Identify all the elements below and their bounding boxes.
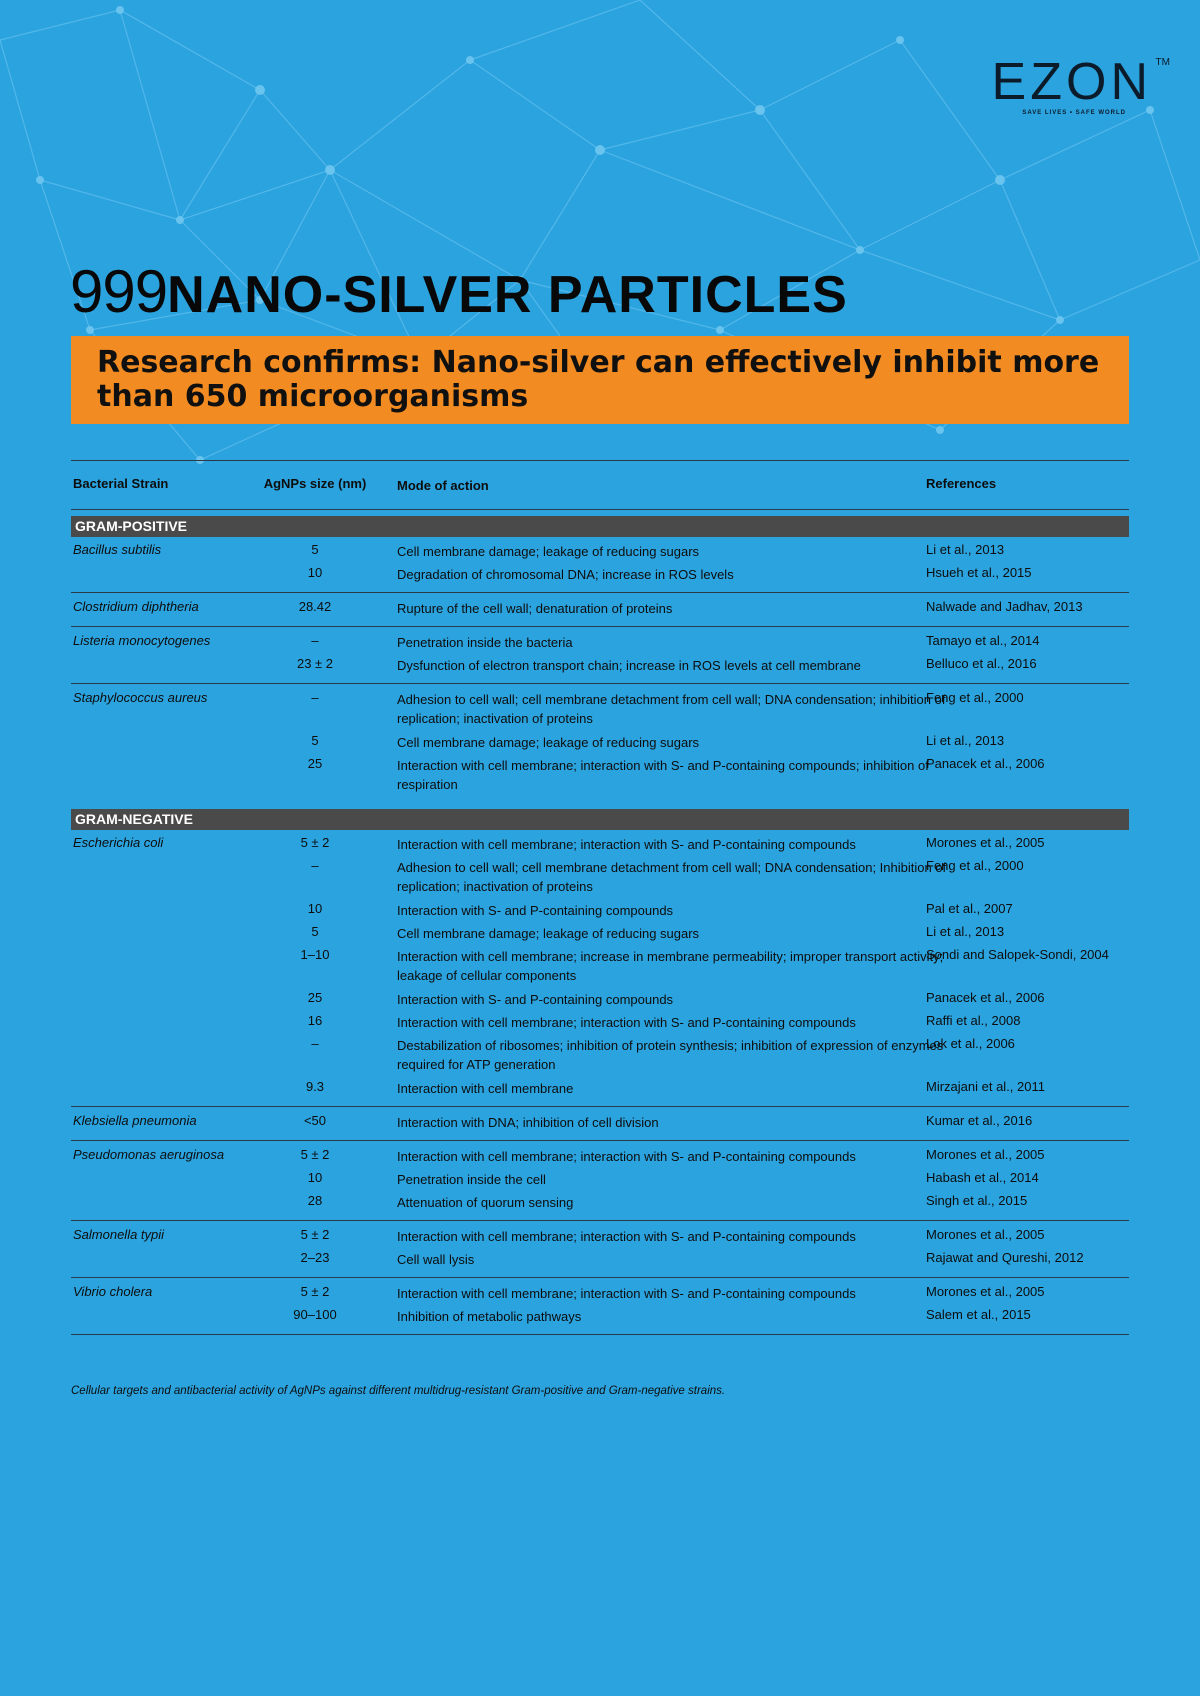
size-cell: 28 <box>307 1193 323 1208</box>
strain-name: Listeria monocytogenes <box>73 633 211 648</box>
table-row <box>71 565 1129 588</box>
strain-group <box>71 1278 1129 1335</box>
strain-name: Vibrio cholera <box>73 1284 153 1299</box>
mode-cell: Interaction with cell membrane; interaction with S- and P-containing compounds <box>397 1015 856 1030</box>
mode-cell: Interaction with S- and P-containing compounds <box>397 992 674 1007</box>
reference-cell: Panacek et al., 2006 <box>926 990 1045 1005</box>
section-gram-negative: GRAM-NEGATIVE <box>71 809 1129 830</box>
header-strain: Bacterial Strain <box>73 476 169 491</box>
size-cell: 1–10 <box>300 947 330 962</box>
strain-group <box>71 835 1129 1107</box>
table-row <box>71 990 1129 1013</box>
reference-cell: Singh et al., 2015 <box>926 1193 1028 1208</box>
size-cell: 23 ± 2 <box>296 656 334 671</box>
reference-cell: Li et al., 2013 <box>926 924 1005 939</box>
title-main: NANO-SILVER PARTICLES <box>167 266 848 324</box>
table-row <box>71 1113 1129 1136</box>
strain-name: Salmonella typii <box>73 1227 165 1242</box>
size-cell: – <box>311 690 319 705</box>
strain-name: Bacillus subtilis <box>73 542 162 557</box>
reference-cell: Panacek et al., 2006 <box>926 756 1045 771</box>
mode-cell: Destabilization of ribosomes; inhibition of protein synthesis; inhibition of expression of enzymes required for ATP generation <box>397 1038 944 1072</box>
mode-cell: Degradation of chromosomal DNA; increase in ROS levels <box>397 567 734 582</box>
reference-cell: Lok et al., 2006 <box>926 1036 1015 1051</box>
mode-cell: Interaction with cell membrane; interaction with S- and P-containing compounds <box>397 1286 856 1301</box>
size-cell: 5 ± 2 <box>300 835 330 850</box>
header-references: References <box>926 476 997 491</box>
table-row <box>71 901 1129 924</box>
mode-cell: Interaction with cell membrane; interaction with S- and P-containing compounds; inhibition of respiration <box>397 758 929 792</box>
table-row <box>71 599 1129 622</box>
mode-cell: Inhibition of metabolic pathways <box>397 1309 582 1324</box>
strain-name: Escherichia coli <box>73 835 164 850</box>
mode-cell: Cell membrane damage; leakage of reducing sugars <box>397 735 700 750</box>
table-row <box>71 1193 1129 1216</box>
mode-cell: Cell wall lysis <box>397 1252 475 1267</box>
table-row <box>71 542 1129 565</box>
reference-cell: Belluco et al., 2016 <box>926 656 1037 671</box>
size-cell: <50 <box>303 1113 327 1128</box>
size-cell: 10 <box>307 901 323 916</box>
table-header <box>71 460 1129 510</box>
strain-group <box>71 627 1129 684</box>
size-cell: – <box>311 633 319 648</box>
mode-cell: Interaction with cell membrane; interaction with S- and P-containing compounds <box>397 837 856 852</box>
reference-cell: Mirzajani et al., 2011 <box>926 1079 1045 1094</box>
reference-cell: Li et al., 2013 <box>926 733 1005 748</box>
reference-cell: Hsueh et al., 2015 <box>926 565 1032 580</box>
mode-cell: Interaction with cell membrane <box>397 1081 574 1096</box>
size-cell: – <box>311 1036 319 1051</box>
size-cell: 28.42 <box>298 599 332 614</box>
reference-cell: Morones et al., 2005 <box>926 1227 1045 1242</box>
size-cell: 25 <box>307 756 323 771</box>
mode-cell: Interaction with cell membrane; interaction with S- and P-containing compounds <box>397 1149 856 1164</box>
mode-cell: Interaction with cell membrane; interaction with S- and P-containing compounds <box>397 1229 856 1244</box>
table-row <box>71 924 1129 947</box>
mode-cell: Interaction with cell membrane; increase in membrane permeability; improper transport activity; leakage of cellular components <box>397 949 944 983</box>
table-caption: Cellular targets and antibacterial activity of AgNPs against different multidrug-resistant Gram-positive and Gram-negative strains. <box>71 1385 726 1397</box>
table-row <box>71 1227 1129 1250</box>
brand-logo <box>952 53 1170 116</box>
size-cell: 5 ± 2 <box>300 1227 330 1242</box>
table-row <box>71 1170 1129 1193</box>
strain-group <box>71 542 1129 593</box>
table-body <box>71 516 1129 1335</box>
mode-cell: Penetration inside the bacteria <box>397 635 573 650</box>
header-size: AgNPs size (nm) <box>263 476 367 491</box>
table-row <box>71 733 1129 756</box>
header-mode: Mode of action <box>397 478 489 493</box>
mode-cell: Adhesion to cell wall; cell membrane detachment from cell wall; DNA condensation; inhibition of replication; inactivation of proteins <box>397 692 946 726</box>
size-cell: 10 <box>307 1170 323 1185</box>
mode-cell: Interaction with DNA; inhibition of cell division <box>397 1115 659 1130</box>
reference-cell: Raffi et al., 2008 <box>926 1013 1021 1028</box>
mode-cell: Cell membrane damage; leakage of reducing sugars <box>397 926 700 941</box>
mode-cell: Dysfunction of electron transport chain; increase in ROS levels at cell membrane <box>397 658 861 673</box>
mode-cell: Interaction with S- and P-containing compounds <box>397 903 674 918</box>
mode-cell: Adhesion to cell wall; cell membrane detachment from cell wall; DNA condensation; Inhibition of replication; inactivation of proteins <box>397 860 947 894</box>
size-cell: – <box>311 858 319 873</box>
size-cell: 90–100 <box>293 1307 337 1322</box>
reference-cell: Feng et al., 2000 <box>926 690 1024 705</box>
table-row <box>71 1147 1129 1170</box>
size-cell: 5 <box>311 733 319 748</box>
strain-group <box>71 1221 1129 1278</box>
table-row <box>71 1036 1129 1079</box>
size-cell: 10 <box>307 565 323 580</box>
reference-cell: Salem et al., 2015 <box>926 1307 1031 1322</box>
strain-group <box>71 1141 1129 1221</box>
reference-cell: Sondi and Salopek-Sondi, 2004 <box>926 947 1109 962</box>
reference-cell: Morones et al., 2005 <box>926 835 1045 850</box>
reference-cell: Nalwade and Jadhav, 2013 <box>926 599 1083 614</box>
mode-cell: Attenuation of quorum sensing <box>397 1195 574 1210</box>
table-row <box>71 1079 1129 1102</box>
size-cell: 5 ± 2 <box>300 1147 330 1162</box>
reference-cell: Rajawat and Qureshi, 2012 <box>926 1250 1084 1265</box>
reference-cell: Feng et al., 2000 <box>926 858 1024 873</box>
table-row <box>71 690 1129 733</box>
trademark-mark: TM <box>1155 57 1170 68</box>
strain-name: Staphylococcus aureus <box>73 690 208 705</box>
table-row <box>71 656 1129 679</box>
table-row <box>71 756 1129 799</box>
mode-cell: Rupture of the cell wall; denaturation of proteins <box>397 601 673 616</box>
size-cell: 25 <box>307 990 323 1005</box>
table-row <box>71 835 1129 858</box>
size-cell: 2–23 <box>300 1250 330 1265</box>
logo-wordmark: EZON <box>991 53 1152 111</box>
section-gram-positive: GRAM-POSITIVE <box>71 516 1129 537</box>
reference-cell: Tamayo et al., 2014 <box>926 633 1040 648</box>
size-cell: 9.3 <box>305 1079 325 1094</box>
reference-cell: Habash et al., 2014 <box>926 1170 1039 1185</box>
strain-name: Clostridium diphtheria <box>73 599 199 614</box>
table-row <box>71 1013 1129 1036</box>
title-number: 999 <box>70 258 168 325</box>
table-row <box>71 1284 1129 1307</box>
antibacterial-table <box>71 460 1129 1335</box>
strain-group <box>71 684 1129 803</box>
reference-cell: Pal et al., 2007 <box>926 901 1013 916</box>
mode-cell: Penetration inside the cell <box>397 1172 546 1187</box>
table-row <box>71 1250 1129 1273</box>
strain-group <box>71 593 1129 627</box>
reference-cell: Morones et al., 2005 <box>926 1284 1045 1299</box>
table-row <box>71 947 1129 990</box>
table-row <box>71 858 1129 901</box>
size-cell: 5 ± 2 <box>300 1284 330 1299</box>
table-row <box>71 1307 1129 1330</box>
mode-cell: Cell membrane damage; leakage of reducing sugars <box>397 544 700 559</box>
reference-cell: Li et al., 2013 <box>926 542 1005 557</box>
strain-name: Pseudomonas aeruginosa <box>73 1147 225 1162</box>
logo-tagline: SAVE LIVES • SAFE WORLD <box>1022 110 1126 116</box>
strain-group <box>71 1107 1129 1141</box>
strain-name: Klebsiella pneumonia <box>73 1113 197 1128</box>
size-cell: 5 <box>311 542 319 557</box>
size-cell: 16 <box>307 1013 323 1028</box>
reference-cell: Kumar et al., 2016 <box>926 1113 1033 1128</box>
size-cell: 5 <box>311 924 319 939</box>
reference-cell: Morones et al., 2005 <box>926 1147 1045 1162</box>
page-title <box>70 258 848 325</box>
headline-banner: Research confirms: Nano-silver can effectively inhibit more than 650 microorganisms <box>71 336 1129 424</box>
table-row <box>71 633 1129 656</box>
